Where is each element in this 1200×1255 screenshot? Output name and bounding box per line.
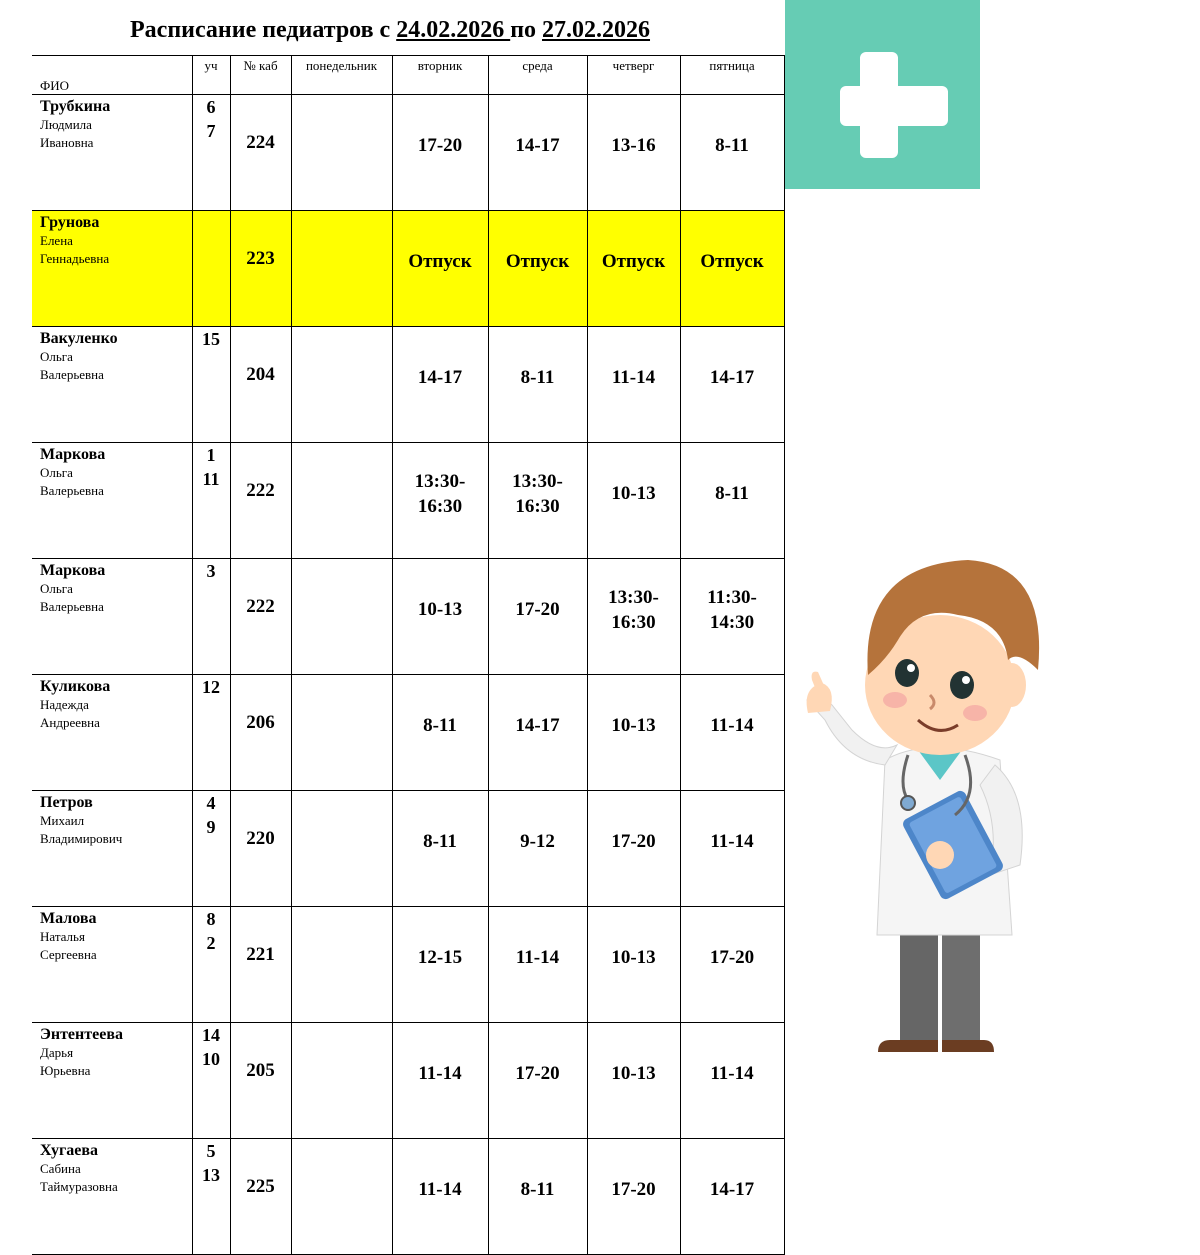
district-number: 13 [202, 1165, 220, 1185]
table-row [32, 1023, 784, 1139]
doctor-patronymic: Валерьевна [40, 599, 104, 614]
hours-friday: 14-17 [680, 1139, 784, 1255]
district-number: 4 [206, 793, 216, 813]
hours-friday: 11-14 [680, 1023, 784, 1139]
doctor-first-name: Надежда [40, 697, 89, 712]
table-row [32, 327, 784, 443]
hours-friday: 11:30- 14:30 [680, 559, 784, 675]
title-date-from: 24.02.2026 [396, 17, 511, 43]
schedule-table [32, 55, 785, 1255]
district-cell [192, 443, 230, 559]
hours-wednesday: 17-20 [488, 559, 587, 675]
hours-monday [291, 443, 392, 559]
cabinet-cell: 222 [230, 559, 291, 675]
hours-tuesday: 17-20 [392, 95, 488, 211]
header-row [32, 56, 784, 95]
cabinet-cell: 206 [230, 675, 291, 791]
hours-thursday: 17-20 [587, 791, 680, 907]
header-tuesday: вторник [392, 56, 488, 95]
table-row [32, 1139, 784, 1255]
header-monday: понедельник [291, 56, 392, 95]
table-row [32, 675, 784, 791]
hours-thursday: 11-14 [587, 327, 680, 443]
hours-monday [291, 1139, 392, 1255]
hours-tuesday: 8-11 [392, 791, 488, 907]
cabinet-cell: 225 [230, 1139, 291, 1255]
hours-thursday: 10-13 [587, 443, 680, 559]
hours-wednesday: 14-17 [488, 95, 587, 211]
doctor-name-cell [32, 791, 192, 907]
hours-thursday: 10-13 [587, 1023, 680, 1139]
header-wednesday: среда [488, 56, 587, 95]
cabinet-cell: 204 [230, 327, 291, 443]
doctor-name-cell [32, 211, 192, 327]
district-number: 3 [206, 561, 216, 581]
title-date-to: 27.02.2026 [542, 17, 651, 43]
doctor-first-name: Ольга [40, 465, 73, 480]
district-cell [192, 559, 230, 675]
table-row [32, 211, 784, 327]
doctor-surname: Грунова [40, 214, 100, 231]
doctor-patronymic: Ивановна [40, 135, 94, 150]
district-cell [192, 675, 230, 791]
hours-tuesday: 11-14 [392, 1139, 488, 1255]
hours-friday: 8-11 [680, 95, 784, 211]
doctor-name-cell [32, 1023, 192, 1139]
doctor-patronymic: Таймуразовна [40, 1179, 118, 1194]
hours-tuesday: 12-15 [392, 907, 488, 1023]
header-friday: пятница [680, 56, 784, 95]
doctor-illustration [790, 545, 1070, 1065]
hours-friday: 11-14 [680, 791, 784, 907]
hours-wednesday: 14-17 [488, 675, 587, 791]
title-middle: по [510, 17, 543, 43]
district-number: 12 [202, 677, 220, 697]
doctor-first-name: Наталья [40, 929, 85, 944]
hours-tuesday: Отпуск [392, 211, 488, 327]
district-cell [192, 791, 230, 907]
cabinet-cell: 220 [230, 791, 291, 907]
district-cell [192, 1139, 230, 1255]
doctor-name-cell [32, 443, 192, 559]
district-cell [192, 327, 230, 443]
hours-friday: Отпуск [680, 211, 784, 327]
cabinet-cell: 205 [230, 1023, 291, 1139]
hours-thursday: 10-13 [587, 907, 680, 1023]
doctor-surname: Петров [40, 794, 93, 811]
doctor-surname: Маркова [40, 562, 106, 579]
hours-wednesday: Отпуск [488, 211, 587, 327]
doctor-first-name: Ольга [40, 581, 73, 596]
page-title [130, 12, 790, 48]
doctor-first-name: Ольга [40, 349, 73, 364]
hours-thursday: 13:30- 16:30 [587, 559, 680, 675]
cabinet-cell: 223 [230, 211, 291, 327]
district-number: 6 [206, 97, 216, 117]
table-row [32, 559, 784, 675]
hours-thursday: 10-13 [587, 675, 680, 791]
hours-wednesday: 17-20 [488, 1023, 587, 1139]
hours-thursday: Отпуск [587, 211, 680, 327]
title-prefix: Расписание педиатров с [130, 17, 397, 43]
district-number: 10 [202, 1049, 220, 1069]
doctor-patronymic: Сергеевна [40, 947, 97, 962]
district-number: 14 [202, 1025, 220, 1045]
hours-tuesday: 14-17 [392, 327, 488, 443]
district-number: 7 [206, 121, 216, 141]
doctor-first-name: Сабина [40, 1161, 81, 1176]
doctor-surname: Хугаева [40, 1142, 98, 1159]
hours-monday [291, 1023, 392, 1139]
district-number: 5 [206, 1141, 216, 1161]
doctor-name-cell [32, 1139, 192, 1255]
doctor-first-name: Дарья [40, 1045, 74, 1060]
hours-monday [291, 327, 392, 443]
doctor-patronymic: Юрьевна [40, 1063, 91, 1078]
district-number: 1 [206, 445, 216, 465]
hours-tuesday: 11-14 [392, 1023, 488, 1139]
hours-friday: 8-11 [680, 443, 784, 559]
hours-wednesday: 8-11 [488, 1139, 587, 1255]
doctor-name-cell [32, 907, 192, 1023]
doctor-first-name: Людмила [40, 117, 92, 132]
doctor-first-name: Елена [40, 233, 73, 248]
district-cell [192, 95, 230, 211]
table-row [32, 95, 784, 211]
doctor-surname: Малова [40, 910, 97, 927]
medical-plus-icon [785, 0, 980, 189]
doctor-name-cell [32, 95, 192, 211]
doctor-patronymic: Валерьевна [40, 483, 104, 498]
hours-friday: 17-20 [680, 907, 784, 1023]
hours-friday: 14-17 [680, 327, 784, 443]
doctor-surname: Трубкина [40, 98, 111, 115]
doctor-surname: Маркова [40, 446, 106, 463]
hours-thursday: 13-16 [587, 95, 680, 211]
doctor-surname: Энтентеева [40, 1026, 123, 1043]
hours-tuesday: 8-11 [392, 675, 488, 791]
doctor-name-cell [32, 675, 192, 791]
district-cell [192, 211, 230, 327]
hours-monday [291, 211, 392, 327]
hours-monday [291, 907, 392, 1023]
district-cell [192, 907, 230, 1023]
table-row [32, 791, 784, 907]
doctor-patronymic: Андреевна [40, 715, 100, 730]
header-cab: № каб [230, 56, 291, 95]
table-row [32, 443, 784, 559]
doctor-patronymic: Валерьевна [40, 367, 104, 382]
district-number: 8 [206, 909, 216, 929]
district-number: 11 [202, 469, 220, 489]
hours-wednesday: 13:30- 16:30 [488, 443, 587, 559]
hours-tuesday: 10-13 [392, 559, 488, 675]
doctor-patronymic: Геннадьевна [40, 251, 110, 266]
hours-wednesday: 9-12 [488, 791, 587, 907]
cabinet-cell: 221 [230, 907, 291, 1023]
doctor-first-name: Михаил [40, 813, 85, 828]
hours-monday [291, 675, 392, 791]
district-number: 2 [206, 933, 216, 953]
hours-friday: 11-14 [680, 675, 784, 791]
doctor-surname: Куликова [40, 678, 111, 695]
hours-tuesday: 13:30- 16:30 [392, 443, 488, 559]
district-number: 15 [202, 329, 220, 349]
district-cell [192, 1023, 230, 1139]
district-number: 9 [206, 817, 216, 837]
hours-monday [291, 559, 392, 675]
doctor-name-cell [32, 559, 192, 675]
cabinet-cell: 222 [230, 443, 291, 559]
header-uch: уч [192, 56, 230, 95]
header-fio: ФИО [32, 56, 192, 95]
doctor-surname: Вакуленко [40, 330, 118, 347]
table-row [32, 907, 784, 1023]
hours-thursday: 17-20 [587, 1139, 680, 1255]
hours-wednesday: 8-11 [488, 327, 587, 443]
hours-wednesday: 11-14 [488, 907, 587, 1023]
hours-monday [291, 95, 392, 211]
hours-monday [291, 791, 392, 907]
doctor-name-cell [32, 327, 192, 443]
header-thursday: четверг [587, 56, 680, 95]
cabinet-cell: 224 [230, 95, 291, 211]
doctor-patronymic: Владимирович [40, 831, 123, 846]
